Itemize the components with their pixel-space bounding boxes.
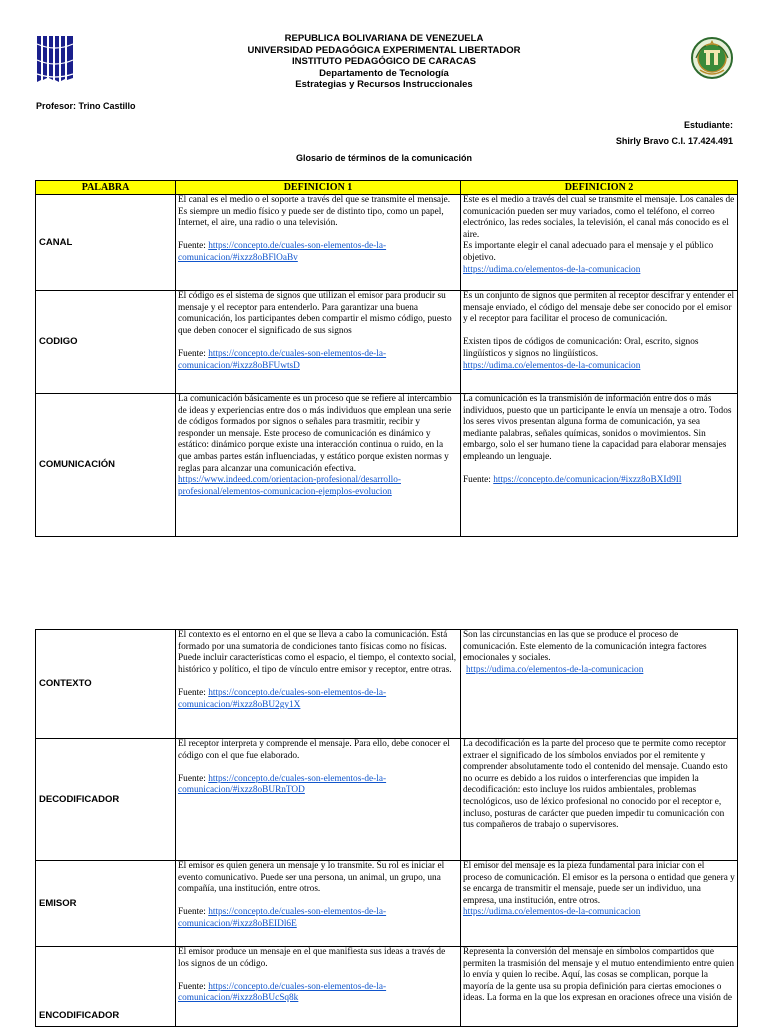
table-row [36,195,738,291]
definition-1-cell [176,630,461,739]
source-link[interactable]: https://concepto.de/cuales-son-elementos-de-la-comunicacion/#ixzz8oBUcSq8k [178,981,387,1004]
header-line-4: Departamento de Tecnología [319,67,449,79]
table-row [36,291,738,394]
institute-seal-logo [690,36,734,80]
definition-text: El contexto es el entorno en el que se lleva a cabo la comunicación. Está formado por una sumatoria de condiciones tanto físicas como no físicas. Puede incluir características como el espacio, el tiempo, el contexto social, histórico y político, el tipo de vínculo entre emisor y receptor, entre otras. [178,630,457,675]
definition-2-cell [461,195,738,291]
definition-text: Son las circunstancias en las que se produce el proceso de comunicación. Este elemento de la comunicación integra factores emocionales y sociales. [463,630,707,664]
term-cell: EMISOR [36,861,176,947]
document-title: Glosario de términos de la comunicación [295,153,473,163]
definition-2-cell [461,394,738,537]
source-prefix: Fuente: [178,981,209,992]
definition-1-cell [176,861,461,947]
student-name: Shirly Bravo C.I. 17.424.491 [615,136,733,146]
definition-2-cell [461,947,738,1027]
source-link[interactable]: https://concepto.de/cuales-son-elementos-de-la-comunicacion/#ixzz8oBEIDl6E [178,907,387,929]
source-link[interactable]: https://concepto.de/cuales-son-elementos-de-la-comunicacion/#ixzz8oBU2gy1X [178,687,387,710]
table-row [36,394,738,537]
definition-2-cell [461,861,738,947]
definition-text: Este es el medio a través del cual se transmite el mensaje. Los canales de comunicación pueden ser muy variados, como el teléfono, el correo electrónico, las redes sociales, la televisión, el canal más conocido es el aire. [463,195,735,240]
definition-text: El receptor interpreta y comprende el mensaje. Para ello, debe conocer el código con el que fue elaborado. [178,739,450,761]
definition-2-cell [461,739,738,861]
definition-text: Es importante elegir el canal adecuado para el mensaje y el público objetivo. [463,241,714,263]
definition-text: La comunicación es la transmisión de información entre dos o más individuos, puesto que un participante le envía un mensaje a otro. Todos los seres vivos presentan alguna forma de comunicación, ya sea mediante palabras, señales químicas, sonidos o movimientos. Sin embargo, solo el ser humano tiene la capacidad para elaborar mensajes empleando un lenguaje. [463,394,732,462]
header-line-3: INSTITUTO PEDAGÓGICO DE CARACAS [291,56,477,68]
term-cell: COMUNICACIÓN [36,394,176,537]
table-header-row [36,181,738,195]
definition-text: El código es el sistema de signos que utilizan el emisor para producir su mensaje y el receptor para entenderlo. Para garantizar una buena comunicación, los participantes deben compartir el mismo código, puesto que deben conocer el significado de sus signos [178,291,452,336]
source-prefix: Fuente: [178,687,209,698]
definition-1-cell [176,394,461,537]
source-prefix: Fuente: [178,348,209,359]
table-row [36,861,738,947]
definition-2-cell [461,630,738,739]
term-cell: CONTEXTO [36,630,176,739]
source-prefix: Fuente: [178,773,209,784]
term-cell: CODIGO [36,291,176,394]
header-definicion-1: DEFINICION 1 [176,181,461,195]
definition-text: El canal es el medio o el soporte a través del que se transmite el mensaje. Es siempre un medio físico y puede ser de distinto tipo, como un papel, Internet, el aire, una radio o una televisión. [178,195,451,229]
header-line-5: Estrategias y Recursos Instruccionales [295,79,473,91]
header-definicion-2: DEFINICION 2 [461,181,738,195]
source-prefix: Fuente: [463,475,494,486]
table-row [36,947,738,1027]
source-prefix: Fuente: [178,907,209,918]
table-row [36,739,738,861]
student-label: Estudiante: [683,120,733,130]
institution-header [0,33,768,91]
source-link[interactable]: https://www.indeed.com/orientacion-profesional/desarrollo-profesional/elementos-comunicacion-ejemplos-evolucion [178,475,401,497]
source-link[interactable]: https://udima.co/elementos-de-la-comunicacion [463,360,641,371]
definition-1-cell [176,739,461,861]
definition-1-cell [176,291,461,394]
definition-text: El emisor del mensaje es la pieza fundamental para iniciar con el proceso de comunicación. El emisor es la persona o entidad que genera y se encarga de transmitir el mensaje, puede ser un individuo, una empresa, una institución, entre otros. [463,861,735,906]
definition-text: La comunicación básicamente es un proceso que se refiere al intercambio de ideas y experiencias entre dos o más individuos que emplean una serie de códigos formados por signos o señales para trasmitir, recibir y responder un mensaje. Este proceso de comunicación es dinámico y estático: dinámico porque existe una interacción continua o ruido, en la que ambas partes están influenciadas, y estático porque existen normas y reglas para alcanzar una comunicación efectiva. [178,394,452,474]
glossary-table-part-2 [35,629,738,1027]
source-link[interactable]: https://udima.co/elementos-de-la-comunicacion [466,664,644,675]
term-cell: DECODIFICADOR [36,739,176,861]
source-link[interactable]: https://udima.co/elementos-de-la-comunicacion [463,264,641,275]
definition-text: El emisor es quien genera un mensaje y lo transmite. Su rol es iniciar el evento comunicativo. Puede ser una persona, un animal, un grupo, una compañía, una institución, entre otros. [178,861,445,895]
definition-1-cell [176,947,461,1027]
source-link[interactable]: https://concepto.de/comunicacion/#ixzz8oBXId9Il [493,475,682,486]
professor-label: Profesor: Trino Castillo [36,101,136,111]
glossary-table-part-1 [35,180,738,537]
source-link[interactable]: https://udima.co/elementos-de-la-comunicacion [463,907,641,918]
term-cell: ENCODIFICADOR [36,947,176,1027]
source-link[interactable]: https://concepto.de/cuales-son-elementos-de-la-comunicacion/#ixzz8oBFlOaBv [178,241,387,263]
definition-text: Existen tipos de códigos de comunicación: Oral, escrito, signos lingüísticos y signos no lingüísticos. [463,337,699,359]
definition-text: La decodificación es la parte del proceso que te permite como receptor extraer el significado de los símbolos enviados por el remitente y comprender absolutamente todo el contenido del mensaje. Cuando esto no ocurre es debido a los ruidos o interferencias que impiden la decodificación: esto incluye los ruidos ambientales, problemas tecnológicos, uso de léxico profesional no conocido por el receptor e, incluso, posturas de carácter que pueden impedir tu comunicación con tus compañeros de trabajo o supervisores. [463,739,728,831]
source-prefix: Fuente: [178,241,209,252]
header-line-2: UNIVERSIDAD PEDAGÓGICA EXPERIMENTAL LIBERTADOR [247,44,521,56]
definition-2-cell [461,291,738,394]
source-link[interactable]: https://concepto.de/cuales-son-elementos-de-la-comunicacion/#ixzz8oBFUwtsD [178,348,387,371]
definition-text: Es un conjunto de signos que permiten al receptor descifrar y entender el mensaje enviado, el código del mensaje debe ser conocido por el emisor y el receptor para facilitar el proceso de comunicación. [463,291,735,325]
source-link[interactable]: https://concepto.de/cuales-son-elementos-de-la-comunicacion/#ixzz8oBURnTOD [178,773,387,796]
definition-text: El emisor produce un mensaje en el que manifiesta sus ideas a través de los signos de un código. [178,947,446,969]
definition-1-cell [176,195,461,291]
table-row [36,630,738,739]
header-palabra: PALABRA [36,181,176,195]
term-cell: CANAL [36,195,176,291]
header-line-1: REPUBLICA BOLIVARIANA DE VENEZUELA [284,33,484,44]
definition-text: Representa la conversión del mensaje en símbolos compartidos que permiten la trasmisión del mensaje y el mutuo entendimiento entre quien lo envía y quien lo recibe. Aquí, las cosas se complican, porque la mayoría de la gente usa su propia definición para ciertas emociones o ideas. La forma en la que los expresan en oraciones ofrece una visión de [463,947,735,1004]
